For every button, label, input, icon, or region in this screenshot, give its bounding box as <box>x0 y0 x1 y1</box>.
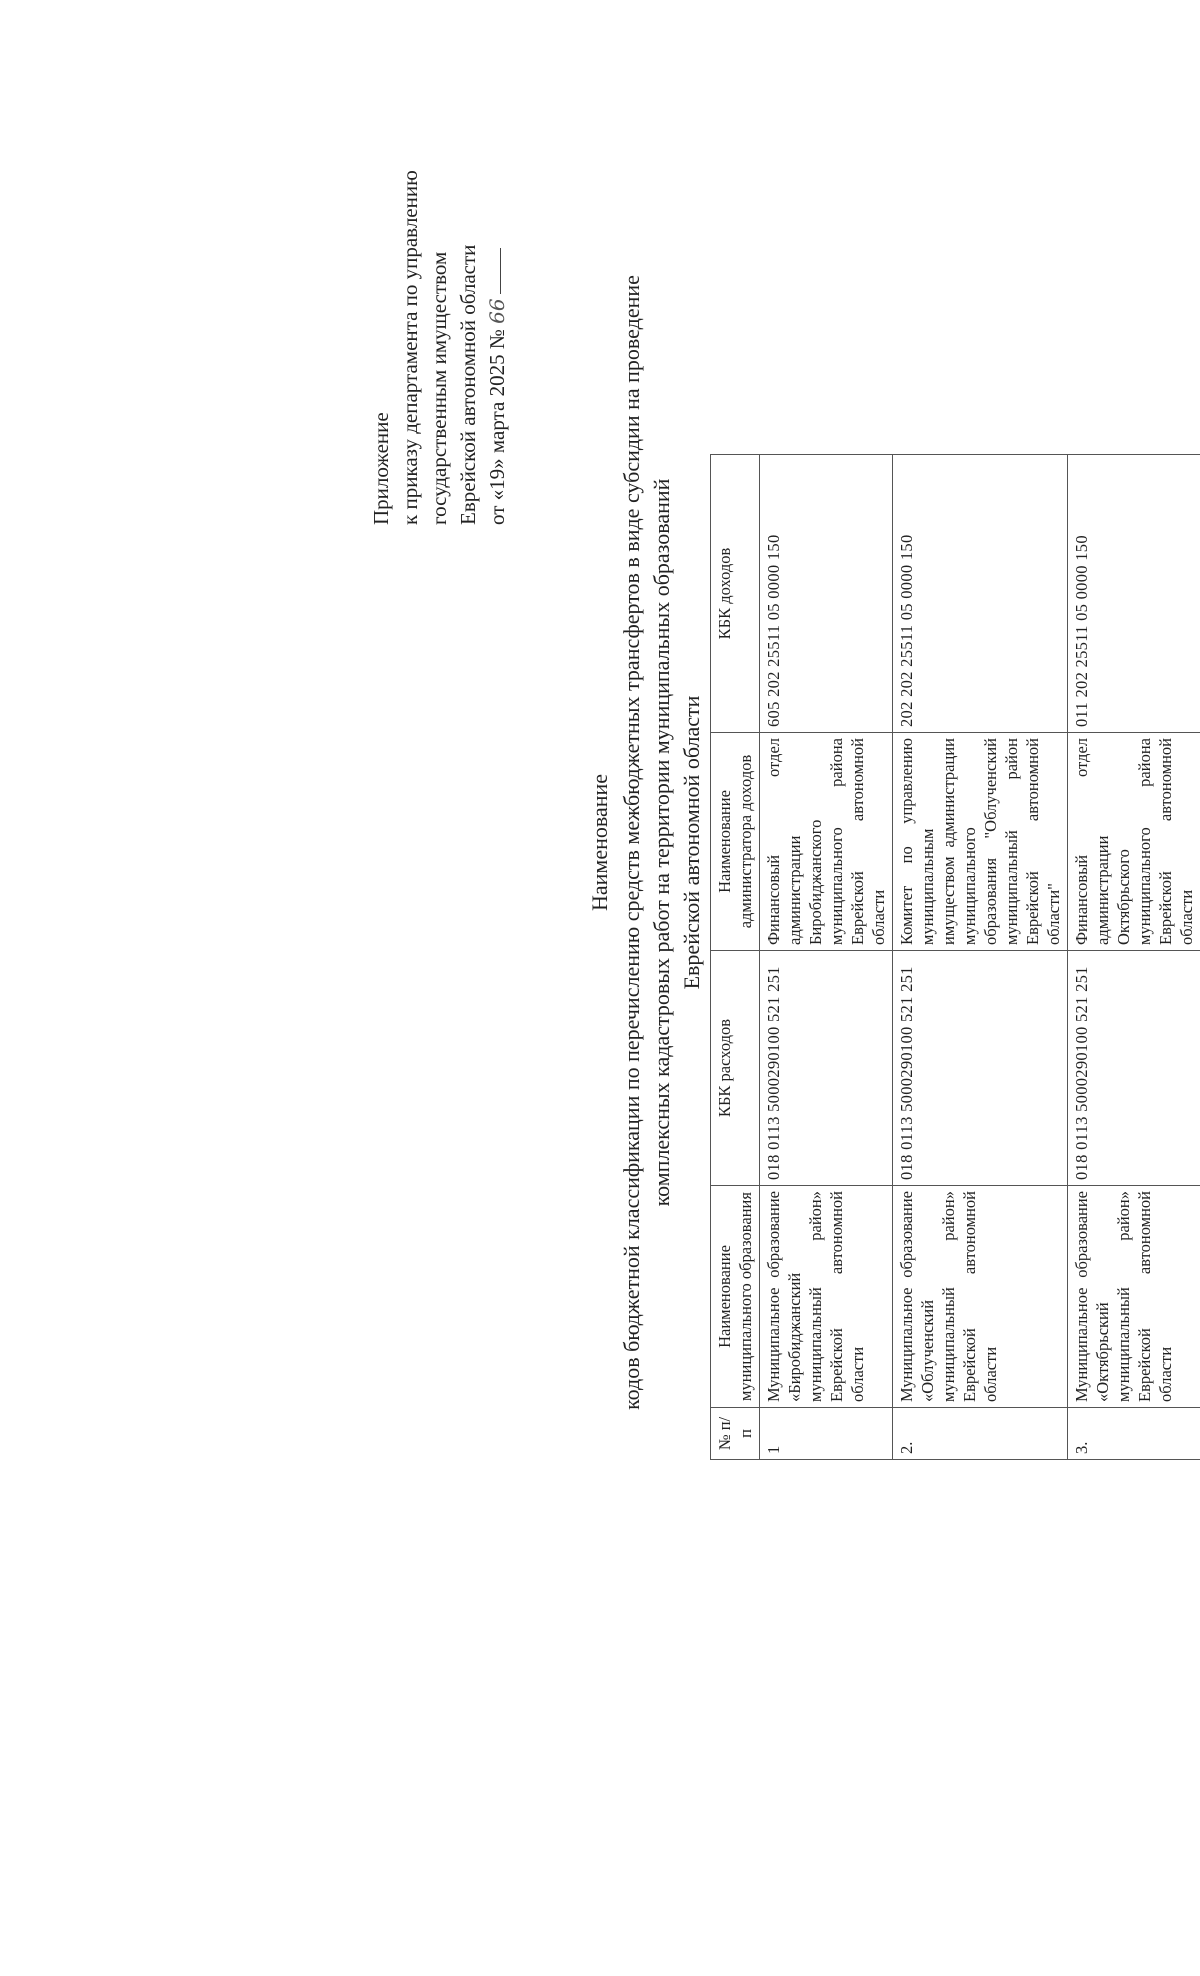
cell-administrator: Финансовый отдел администрации Биробиджанского муниципального района Еврейской автономной области <box>760 733 893 951</box>
appendix-date-line <box>483 100 512 525</box>
appendix-date: от «19» марта 2025 № <box>485 329 509 525</box>
cell-kbk-expense: 018 0113 5000290100 521 251 <box>760 951 893 1186</box>
cell-administrator: Финансовый отдел администрации Октябрьского муниципального района Еврейской автономной области <box>1068 733 1200 951</box>
appendix-header <box>367 100 512 525</box>
appendix-title: Приложение <box>369 412 393 525</box>
number-underline <box>500 248 501 294</box>
cell-administrator: Комитет по управлению муниципальным имуществом администрации муниципального образования "Облученский муниципальный район Еврейской автономной области" <box>893 733 1068 951</box>
header-administrator: Наименование администратора доходов <box>711 733 760 951</box>
header-kbk-income: КБК доходов <box>711 455 760 733</box>
cell-kbk-expense: 018 0113 5000290100 521 251 <box>1068 951 1200 1186</box>
cell-kbk-expense: 018 0113 5000290100 521 251 <box>893 951 1068 1186</box>
cell-num: 3. <box>1068 1408 1200 1460</box>
appendix-line: к приказу департамента по управлению <box>398 170 422 525</box>
cell-num: 2. <box>893 1408 1068 1460</box>
title-line: кодов бюджетной классификации по перечислению средств межбюджетных трансфертов в виде субсидии на проведение <box>619 275 644 1410</box>
order-number: 66 <box>485 298 509 324</box>
cell-municipality: Муниципальное образование «Облученский муниципальный район» Еврейской автономной области <box>893 1186 1068 1408</box>
cell-municipality: Муниципальное образование «Октябрьский муниципальный район» Еврейской автономной области <box>1068 1186 1200 1408</box>
table-row <box>1068 455 1200 1460</box>
rotated-sheet <box>175 120 1196 1565</box>
appendix-line: государственным имуществом <box>427 251 451 525</box>
header-municipality: Наименование муниципального образования <box>711 1186 760 1408</box>
cell-kbk-income: 605 202 25511 05 0000 150 <box>760 455 893 733</box>
title-line: комплексных кадастровых работ на территории муниципальных образований <box>649 478 674 1207</box>
appendix-line: Еврейской автономной области <box>456 244 480 525</box>
table-header-row <box>711 455 760 1460</box>
cell-kbk-income: 011 202 25511 05 0000 150 <box>1068 455 1200 733</box>
table-row <box>893 455 1068 1460</box>
document-title <box>585 120 707 1565</box>
header-kbk-expense: КБК расходов <box>711 951 760 1186</box>
kbk-table <box>710 454 1200 1460</box>
title-line: Еврейской автономной области <box>679 695 704 990</box>
title-heading: Наименование <box>587 773 612 912</box>
table-row <box>760 455 893 1460</box>
header-num: № п/п <box>711 1408 760 1460</box>
cell-kbk-income: 202 202 25511 05 0000 150 <box>893 455 1068 733</box>
cell-municipality: Муниципальное образование «Биробиджанский муниципальный район» Еврейской автономной области <box>760 1186 893 1408</box>
cell-num: 1 <box>760 1408 893 1460</box>
